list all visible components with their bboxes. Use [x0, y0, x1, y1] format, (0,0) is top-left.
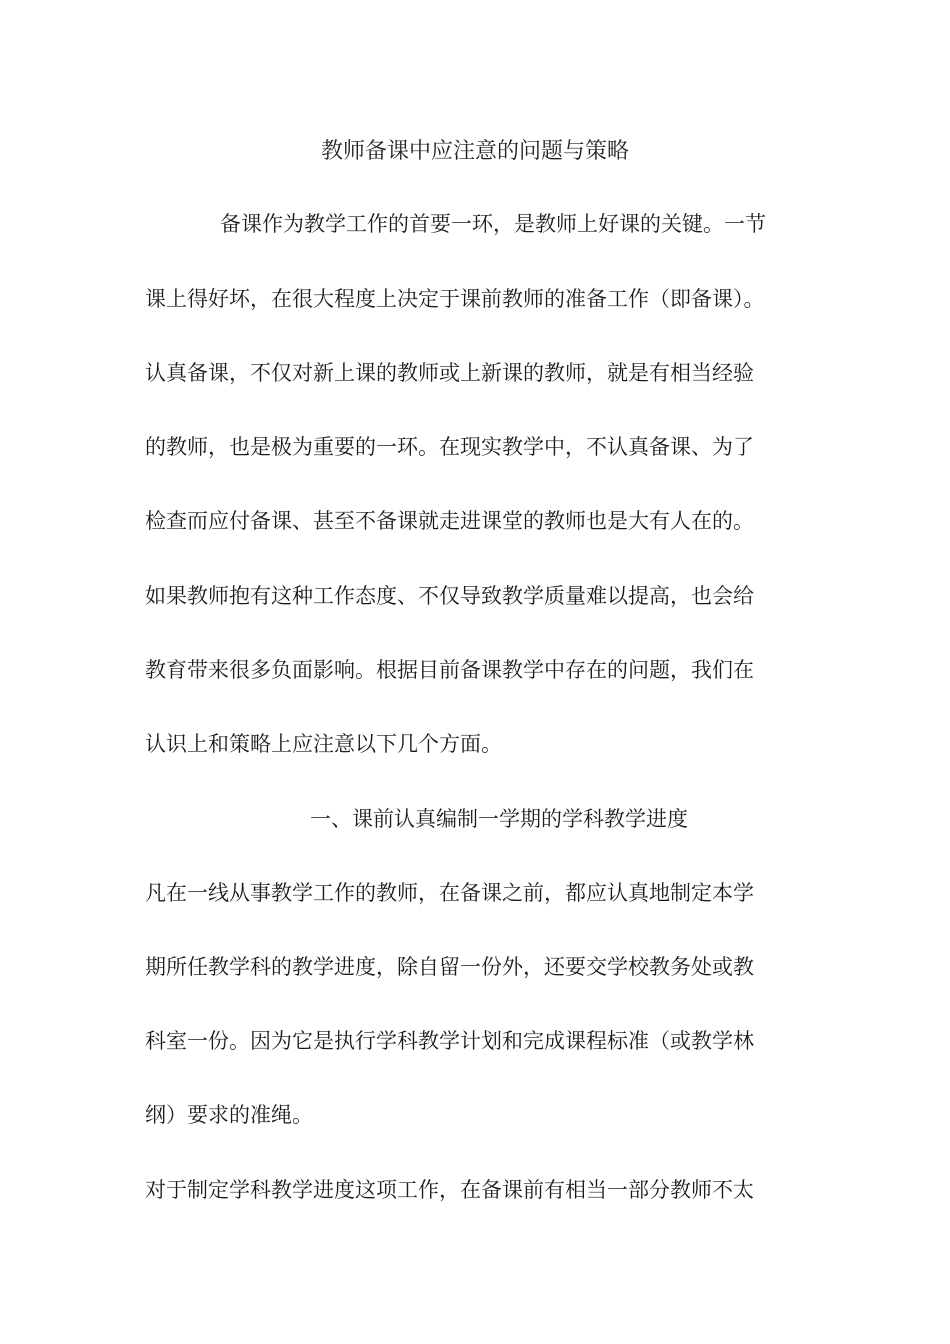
section-1-heading: 一、课前认真编制一学期的学科教学进度 — [310, 807, 688, 831]
section-1-line-2: 期所任教学科的教学进度，除自留一份外，还要交学校教务处或教 — [145, 955, 754, 979]
section-1-paragraph-2-line-1: 对于制定学科教学进度这项工作，在备课前有相当一部分教师不太 — [145, 1178, 754, 1202]
intro-line-2: 课上得好坏，在很大程度上决定于课前教师的准备工作（即备课）。 — [145, 287, 765, 311]
intro-line-3: 认真备课，不仅对新上课的教师或上新课的教师，就是有相当经验 — [145, 361, 754, 385]
intro-line-8: 认识上和策略上应注意以下几个方面。 — [145, 732, 502, 756]
section-1-line-1: 凡在一线从事教学工作的教师，在备课之前，都应认真地制定本学 — [145, 881, 754, 905]
intro-line-5: 检查而应付备课、甚至不备课就走进课堂的教师也是大有人在的。 — [145, 509, 754, 533]
intro-line-4: 的教师，也是极为重要的一环。在现实教学中，不认真备课、为了 — [145, 435, 754, 459]
section-1-line-4: 纲）要求的准绳。 — [145, 1103, 313, 1127]
intro-line-7: 教育带来很多负面影响。根据目前备课教学中存在的问题，我们在 — [145, 658, 754, 682]
intro-line-1: 备课作为教学工作的首要一环，是教师上好课的关键。一节 — [220, 212, 766, 236]
document-title: 教师备课中应注意的问题与策略 — [320, 139, 629, 164]
intro-line-6: 如果教师抱有这种工作态度、不仅导致教学质量难以提高，也会给 — [145, 584, 754, 608]
section-1-line-3: 科室一份。因为它是执行学科教学计划和完成课程标准（或教学林 — [145, 1029, 754, 1053]
